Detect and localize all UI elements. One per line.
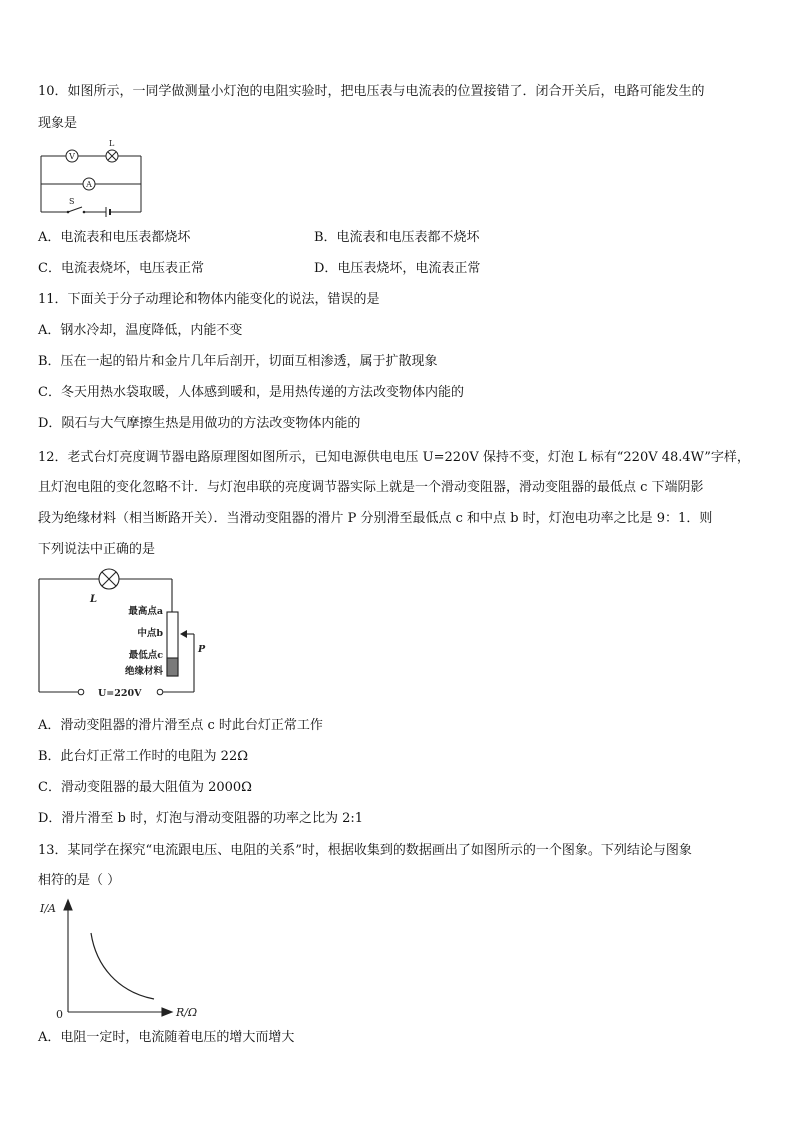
- q12-slider-label: P: [198, 644, 206, 655]
- lamp-symbol: [106, 139, 118, 162]
- y-axis-arrow: [64, 900, 72, 910]
- q12-voltage-label: U=220V: [98, 688, 142, 699]
- q12-stem-line4: 下列说法中正确的是: [38, 542, 156, 557]
- q12-top-point-label: 最高点a: [128, 606, 163, 617]
- q10-circuit-diagram: [38, 136, 148, 220]
- q10-option-d: D．电压表烧坏，电流表正常: [314, 261, 481, 276]
- q12-mid-point-label: 中点b: [137, 628, 163, 639]
- q13-stem-line1: 13．某同学在探究“电流跟电压、电阻的关系”时，根据收集到的数据画出了如图所示的一个图象。下列结论与图象: [38, 843, 692, 858]
- ammeter-symbol: [83, 178, 95, 190]
- q12-lamp-symbol: [99, 569, 119, 589]
- ammeter-letter: A: [86, 180, 92, 189]
- rheostat-symbol: [167, 612, 178, 676]
- inverse-curve: [91, 933, 154, 999]
- voltmeter-symbol: [66, 150, 78, 162]
- q13-current-resistance-graph: [38, 896, 218, 1022]
- q11-option-b: B．压在一起的铅片和金片几年后剖开，切面互相渗透，属于扩散现象: [38, 354, 438, 369]
- slider-arrow: [180, 630, 187, 638]
- q10-option-b: B．电流表和电压表都不烧坏: [314, 230, 480, 245]
- q12-option-b: B．此台灯正常工作时的电阻为 22Ω: [38, 749, 249, 764]
- q12-option-d: D．滑片滑至 b 时，灯泡与滑动变阻器的功率之比为 2:1: [38, 811, 364, 826]
- q13-ylabel: I/A: [40, 902, 56, 915]
- q13-stem-line2: 相符的是（ ）: [38, 873, 121, 888]
- q10-stem-line1: 10．如图所示，一同学做测量小灯泡的电阻实验时，把电压表与电流表的位置接错了．闭合开关后，电路可能发生的: [38, 84, 705, 99]
- q11-option-a: A．钢水冷却，温度降低，内能不变: [38, 323, 243, 338]
- q12-stem-line2: 且灯泡电阻的变化忽略不计．与灯泡串联的亮度调节器实际上就是一个滑动变阻器，滑动变阻器的最低点 c 下端阴影: [38, 480, 704, 495]
- left-terminal: [78, 689, 84, 695]
- q12-dimmer-circuit-diagram: [36, 566, 216, 702]
- q10-option-c: C．电流表烧坏，电压表正常: [38, 261, 204, 276]
- q12-stem-line1: 12．老式台灯亮度调节器电路原理图如图所示，已知电源供电电压 U=220V 保持不变，灯泡 L 标有“220V 48.4W”字样，: [38, 450, 750, 465]
- q12-option-c: C．滑动变阻器的最大阻值为 2000Ω: [38, 780, 252, 795]
- q10-stem-line2: 现象是: [38, 116, 78, 131]
- q11-option-c: C．冬天用热水袋取暖，人体感到暖和，是用热传递的方法改变物体内能的: [38, 385, 464, 400]
- q12-insulator-label: 绝缘材料: [124, 666, 163, 677]
- x-axis-arrow: [162, 1008, 172, 1016]
- right-terminal: [157, 689, 163, 695]
- q12-stem-line3: 段为绝缘材料（相当断路开关）．当滑动变阻器的滑片 P 分别滑至最低点 c 和中点 b 时，灯泡电功率之比是 9：1．则: [38, 511, 713, 526]
- q12-lamp-label: L: [90, 594, 98, 605]
- q11-stem: 11．下面关于分子动理论和物体内能变化的说法，错误的是: [38, 292, 380, 307]
- switch-letter: S: [69, 197, 75, 206]
- switch-and-battery-symbol: [67, 197, 110, 217]
- voltmeter-letter: V: [69, 152, 75, 161]
- q11-option-d: D．陨石与大气摩擦生热是用做功的方法改变物体内能的: [38, 416, 361, 431]
- q13-origin-label: 0: [56, 1008, 63, 1021]
- q12-low-point-label: 最低点c: [128, 650, 163, 661]
- q13-xlabel: R/Ω: [176, 1006, 198, 1019]
- lamp-letter: L: [109, 139, 115, 148]
- q13-option-a: A．电阻一定时，电流随着电压的增大而增大: [38, 1030, 295, 1045]
- q12-option-a: A．滑动变阻器的滑片滑至点 c 时此台灯正常工作: [38, 718, 323, 733]
- q10-option-a: A．电流表和电压表都烧坏: [38, 230, 191, 245]
